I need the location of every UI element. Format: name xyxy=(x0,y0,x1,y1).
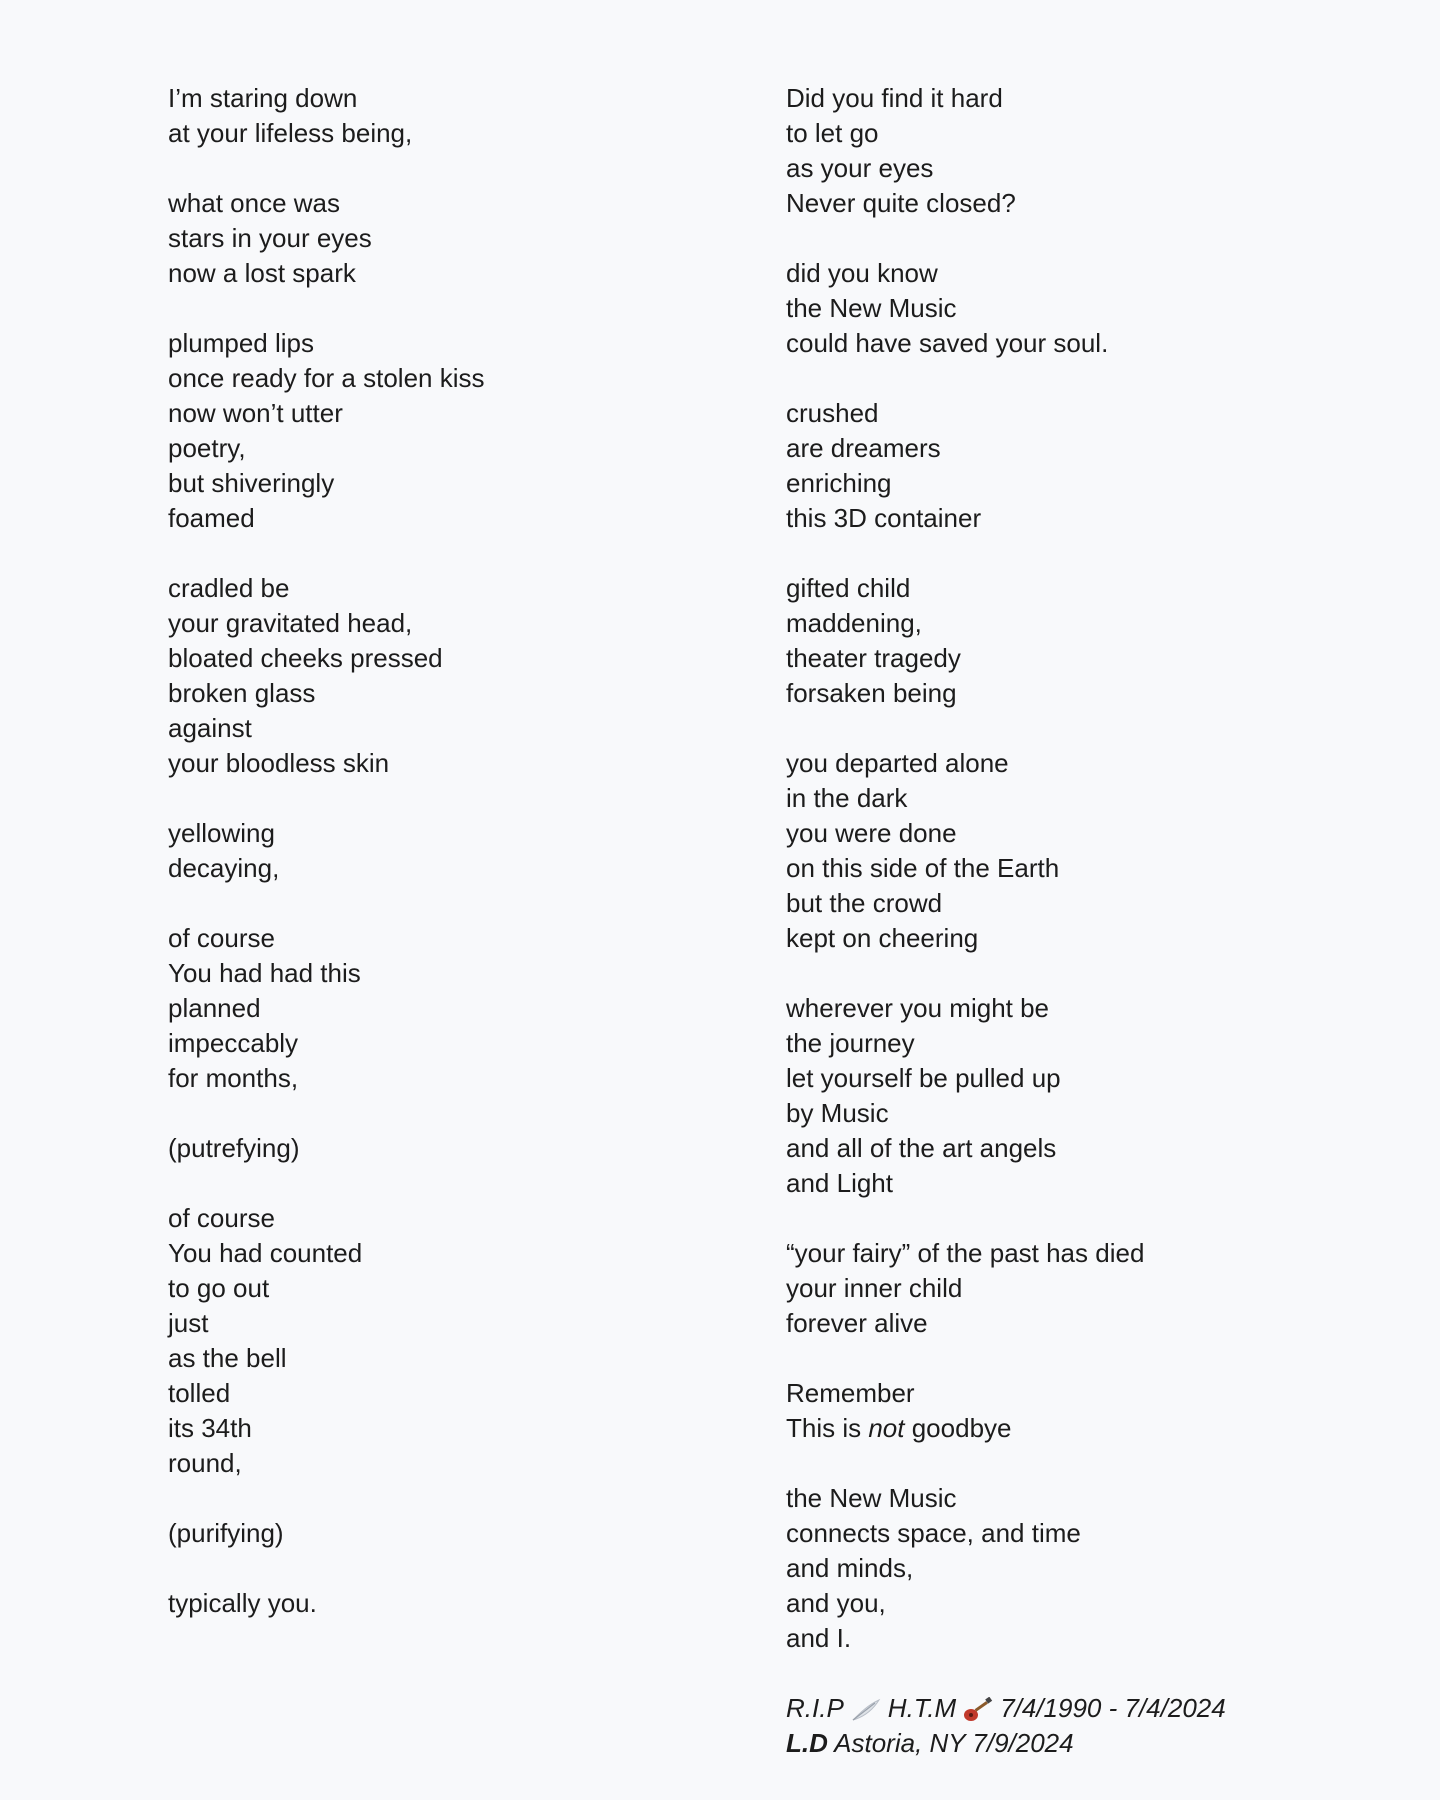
poem-line: enriching xyxy=(786,468,892,498)
stanza xyxy=(168,81,728,151)
stanza xyxy=(168,816,728,886)
poem-line: and you, xyxy=(786,1588,886,1618)
poem-line: foamed xyxy=(168,503,255,533)
poem-line: forever alive xyxy=(786,1308,928,1338)
author-initials: L.D xyxy=(786,1728,828,1758)
stanza xyxy=(786,1236,1346,1341)
guitar-icon xyxy=(962,1697,994,1723)
poem-left-column xyxy=(168,81,728,1656)
poem-line: round, xyxy=(168,1448,242,1478)
stanza xyxy=(168,326,728,536)
poem-line: and all of the art angels xyxy=(786,1133,1057,1163)
poem-line: bloated cheeks pressed xyxy=(168,643,443,673)
poem-line: and I. xyxy=(786,1623,852,1653)
poem-line: crushed xyxy=(786,398,879,428)
poem-line: the journey xyxy=(786,1028,915,1058)
stanza xyxy=(786,396,1346,536)
poem-line: its 34th xyxy=(168,1413,252,1443)
poem-line: the New Music xyxy=(786,293,957,323)
feather-icon xyxy=(850,1697,882,1723)
poem-line: to let go xyxy=(786,118,879,148)
poem-line: did you know xyxy=(786,258,938,288)
poem-line: are dreamers xyxy=(786,433,941,463)
poem-line: against xyxy=(168,713,252,743)
poem-line: your gravitated head, xyxy=(168,608,413,638)
poem-line: for months, xyxy=(168,1063,299,1093)
poem-line: cradled be xyxy=(168,573,290,603)
poem-line: but the crowd xyxy=(786,888,943,918)
poem-line: decaying, xyxy=(168,853,280,883)
remember-line: Remember xyxy=(786,1378,915,1408)
poem-line: as the bell xyxy=(168,1343,287,1373)
poem-line: you departed alone xyxy=(786,748,1009,778)
initials-text: H.T.M xyxy=(887,1693,957,1723)
poem-right-column xyxy=(786,81,1346,1761)
poem-line: I’m staring down xyxy=(168,83,358,113)
stanza xyxy=(168,1201,728,1481)
stanza xyxy=(786,256,1346,361)
poem-line: (putrefying) xyxy=(168,1133,300,1163)
stanza xyxy=(786,81,1346,221)
stanza xyxy=(168,921,728,1096)
poem-line: and minds, xyxy=(786,1553,914,1583)
place-date-text: Astoria, NY 7/9/2024 xyxy=(834,1728,1074,1758)
poem-line: tolled xyxy=(168,1378,231,1408)
poem-line: of course xyxy=(168,923,275,953)
stanza xyxy=(168,1586,728,1621)
poem-line: broken glass xyxy=(168,678,316,708)
poem-line: wherever you might be xyxy=(786,993,1050,1023)
poem-line: forsaken being xyxy=(786,678,957,708)
poem-line: could have saved your soul. xyxy=(786,328,1109,358)
stanza xyxy=(168,186,728,291)
stanza xyxy=(786,991,1346,1201)
poem-line: once ready for a stolen kiss xyxy=(168,363,485,393)
poem-line: (purifying) xyxy=(168,1518,284,1548)
poem-line: plumped lips xyxy=(168,328,314,358)
poem-line: poetry, xyxy=(168,433,246,463)
poem-line: you were done xyxy=(786,818,957,848)
author-line xyxy=(786,1726,1346,1761)
poem-line: You had counted xyxy=(168,1238,363,1268)
poem-line: in the dark xyxy=(786,783,908,813)
poem-line: now won’t utter xyxy=(168,398,343,428)
poem-line: impeccably xyxy=(168,1028,299,1058)
dates-text: 7/4/1990 - 7/4/2024 xyxy=(1000,1693,1226,1723)
poem-line: “your fairy” of the past has died xyxy=(786,1238,1145,1268)
poem-line: gifted child xyxy=(786,573,911,603)
stanza xyxy=(786,571,1346,711)
poem-line: yellowing xyxy=(168,818,275,848)
poem-line: and Light xyxy=(786,1168,893,1198)
poem-line: kept on cheering xyxy=(786,923,979,953)
poem-line: by Music xyxy=(786,1098,889,1128)
poem-line: at your lifeless being, xyxy=(168,118,413,148)
poem-line: typically you. xyxy=(168,1588,317,1618)
right-column-stanzas xyxy=(786,81,1346,1341)
poem-line: your inner child xyxy=(786,1273,963,1303)
poem-line: as your eyes xyxy=(786,153,934,183)
emphasis-not: not xyxy=(868,1413,905,1443)
poem-line: now a lost spark xyxy=(168,258,356,288)
poem-line: of course xyxy=(168,1203,275,1233)
poem-line: your bloodless skin xyxy=(168,748,390,778)
poem-line: what once was xyxy=(168,188,340,218)
final-stanza xyxy=(786,1481,1346,1656)
poem-line: stars in your eyes xyxy=(168,223,372,253)
poem-line: planned xyxy=(168,993,261,1023)
poem-line: on this side of the Earth xyxy=(786,853,1060,883)
stanza xyxy=(168,1131,728,1166)
rip-text: R.I.P xyxy=(786,1693,844,1723)
poem-line: Never quite closed? xyxy=(786,188,1016,218)
poem-line: connects space, and time xyxy=(786,1518,1081,1548)
poem-line: You had had this xyxy=(168,958,361,988)
poem-line: maddening, xyxy=(786,608,922,638)
rip-line xyxy=(786,1691,1346,1726)
poem-line: theater tragedy xyxy=(786,643,961,673)
not-goodbye-line: This is not goodbye xyxy=(786,1413,1012,1443)
stanza xyxy=(786,746,1346,956)
signature-block xyxy=(786,1691,1346,1761)
poem-line: but shiveringly xyxy=(168,468,335,498)
stanza xyxy=(168,1516,728,1551)
poem-line: let yourself be pulled up xyxy=(786,1063,1061,1093)
stanza xyxy=(168,571,728,781)
remember-stanza xyxy=(786,1376,1346,1446)
poem-line: Did you find it hard xyxy=(786,83,1003,113)
poem-line: just xyxy=(168,1308,209,1338)
poem-line: to go out xyxy=(168,1273,270,1303)
poem-line: the New Music xyxy=(786,1483,957,1513)
poem-line: this 3D container xyxy=(786,503,982,533)
